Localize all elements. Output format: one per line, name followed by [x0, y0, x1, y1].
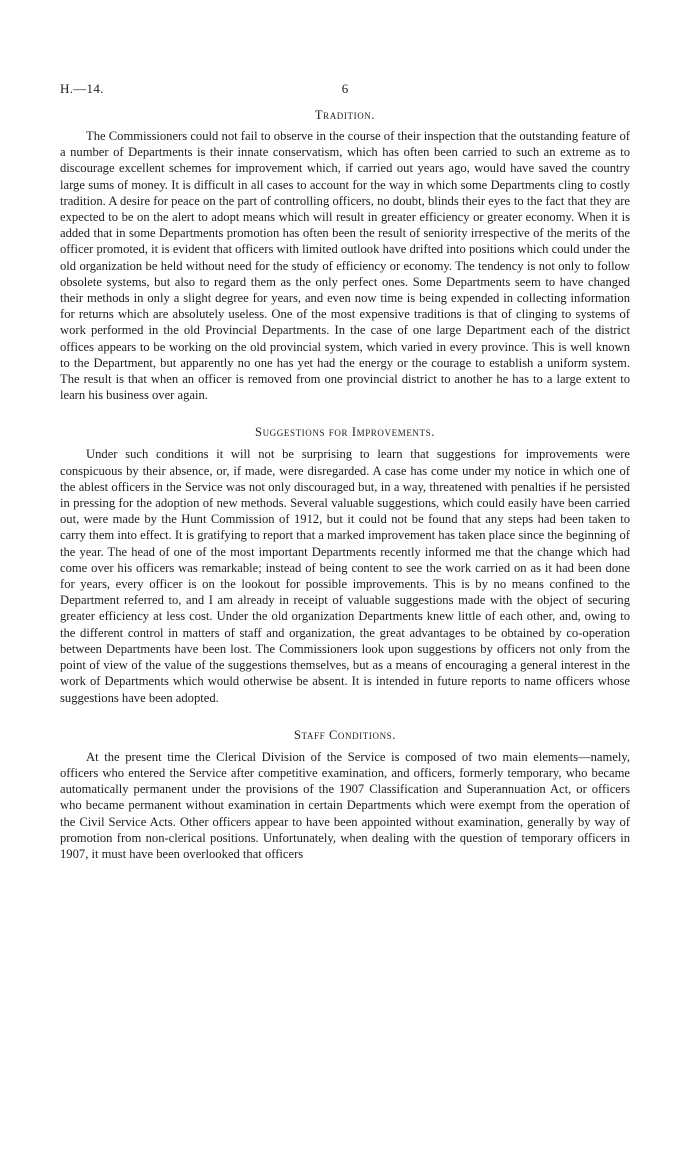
section-heading-suggestions: Suggestions for Improvements. — [255, 425, 435, 440]
running-header — [60, 81, 630, 99]
section-heading-tradition: Tradition. — [314, 108, 376, 122]
paragraph-suggestions: Under such conditions it will not be surprising to learn that suggestions for improvements were conspicuous by their absence, or, if made, were disregarded. A case has come under my notice in which one of the ablest officers in the Service was not only discouraged but, in a way, threatened with penalties if he persisted in pressing for the adoption of new methods. Several valuable suggestions, which could easily have been carried out, were made by the Hunt Commission of 1912, but it could not be found that any steps had been taken to carry them into effect. It is gratifying to report that a marked improvement has taken place since the beginning of the year. The head of one of the most important Departments recently informed me that the change which had come over his officers was remarkable; instead of being content to see the work carried on as it had been done for years, every officer is on the lookout for possible improvements. This is by no means confined to the Department referred to, and I am already in receipt of valuable suggestions made with the object of securing greater efficiency at less cost. Under the old organization Departments knew little of each other, and, owing to the different control in matters of staff and organization, the great advantages to be obtained by co-operation between Departments have been lost. The Commissioners look upon suggestions by officers not only from the point of view of the value of the suggestions themselves, but as a means of encouraging a general interest in the work of Departments which would otherwise be absent. It is intended in future reports to name officers whose suggestions have been adopted. — [60, 447, 630, 705]
paragraph-tradition: The Commissioners could not fail to observe in the course of their inspection that the outstanding feature of a number of Departments is their innate conservatism, which has often been carried to such an extreme as to discourage excellent schemes for improvement which, if carried out years ago, would have saved the country large sums of money. It is difficult in all cases to account for the way in which some Departments cling to costly tradition. A desire for peace on the part of controlling officers, no doubt, blinds their eyes to the fact that they are expected to be on the alert to adopt means which will result in greater efficiency or greater economy. When it is added that in some Departments promotion has often been the result of seniority irrespective of the merits of the officer promoted, it is evident that officers with limited outlook have drifted into positions which could under the old organization be held without need for the study of efficiency or economy. The tendency is not only to follow obsolete systems, but also to regard them as the only perfect ones. Some Departments seem to have changed their methods in only a slight degree for years, and even now time is being expended in collecting information for returns which are absolutely useless. One of the most expensive traditions is that of clinging to systems of work performed in the old Provincial Departments. In the case of one large Department each of the district offices appears to be working on the old provincial system, which varied in every province. This is well known to the Department, but apparently no one has yet had the energy or the courage to establish a uniform system. The result is that when an officer is removed from one provincial district to another he has to a large extent to learn his business over again. — [60, 129, 630, 403]
document-body — [60, 106, 630, 862]
page-number: 6 — [341, 81, 349, 96]
page-reference: H.—14. — [60, 81, 104, 96]
section-heading-staff-conditions: Staff Conditions. — [293, 727, 397, 742]
paragraph-staff-conditions: At the present time the Clerical Division of the Service is composed of two main elements—namely, officers who entered the Service after competitive examination, and officers, formerly temporary, who became automatically permanent under the provisions of the 1907 Classification and Superannuation Act, or officers who became permanent without examination in certain Departments which were exempt from the operation of the Civil Service Acts. Other officers appear to have been appointed without examination, generally by way of promotion from non-clerical positions. Unfortunately, when dealing with the question of temporary officers in 1907, it must have been overlooked that officers — [60, 749, 630, 861]
